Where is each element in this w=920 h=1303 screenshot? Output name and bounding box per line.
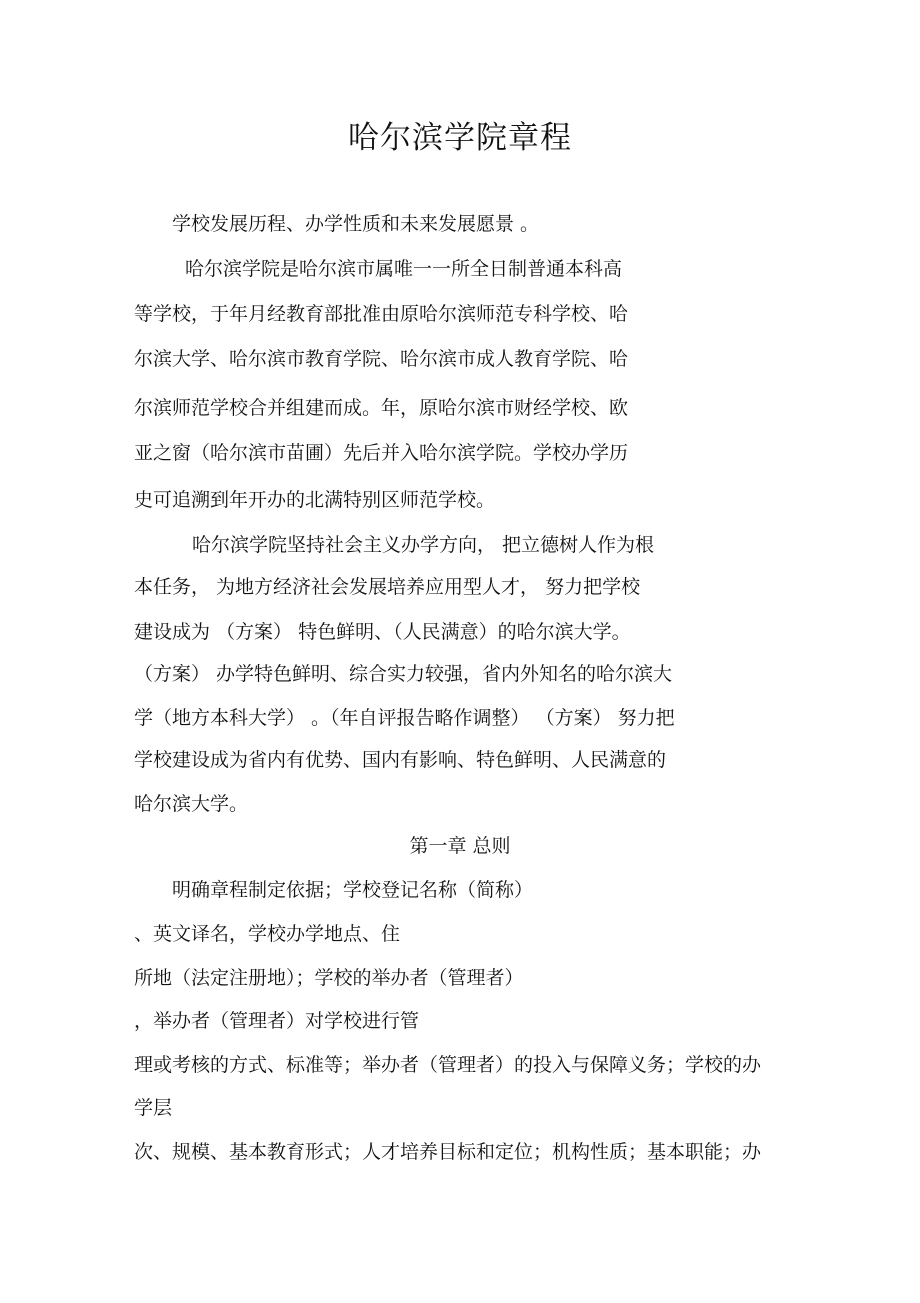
para2-line: 学校建设成为省内有优势、国内有影响、特色鲜明、人民满意的 <box>134 749 667 771</box>
chapter1-line: 次、规模、基本教育形式；人才培养目标和定位；机构性质；基本职能；办 <box>134 1141 762 1163</box>
para2-line: 建设成为 （方案） 特色鲜明、（人民满意）的哈尔滨大学。 <box>134 621 631 643</box>
chapter1-line: 理或考核的方式、标准等；举办者（管理者）的投入与保障义务；学校的办 <box>134 1054 762 1076</box>
para1-line: 哈尔滨学院是哈尔滨市属唯一一所全日制普通本科高 <box>185 258 623 280</box>
chapter1-line: 、英文译名，学校办学地点、住 <box>134 923 401 945</box>
intro-heading: 学校发展历程、办学性质和未来发展愿景 。 <box>172 213 540 235</box>
chapter1-line: ，举办者（管理者）对学校进行管 <box>134 1010 420 1032</box>
page-title: 哈尔滨学院章程 <box>348 120 572 156</box>
chapter-heading: 第一章 总则 <box>409 835 511 857</box>
para1-line: 等学校，于年月经教育部批准由原哈尔滨师范专科学校、哈 <box>134 303 629 325</box>
para2-line: 哈尔滨学院坚持社会主义办学方向， 把立德树人作为根 <box>192 534 655 556</box>
para2-line: 学（地方本科大学） 。（年自评报告略作调整） （方案） 努力把 <box>134 707 675 729</box>
para1-line: 尔滨大学、哈尔滨市教育学院、哈尔滨市成人教育学院、哈 <box>134 348 629 370</box>
para2-line: （方案） 办学特色鲜明、综合实力较强，省内外知名的哈尔滨大 <box>134 663 673 685</box>
para1-line: 尔滨师范学校合并组建而成。年，原哈尔滨市财经学校、欧 <box>134 397 629 419</box>
chapter1-line: 所地（法定注册地）；学校的举办者（管理者） <box>134 967 524 989</box>
para1-line: 史可追溯到年开办的北满特别区师范学校。 <box>134 489 496 511</box>
para2-line: 哈尔滨大学。 <box>134 793 249 815</box>
chapter1-line: 明确章程制定依据；学校登记名称（简称） <box>172 879 534 901</box>
para1-line: 亚之窗（哈尔滨市苗圃）先后并入哈尔滨学院。学校办学历 <box>134 442 629 464</box>
chapter1-line: 学层 <box>134 1097 173 1119</box>
para2-line: 本任务， 为地方经济社会发展培养应用型人才， 努力把学校 <box>134 576 641 598</box>
